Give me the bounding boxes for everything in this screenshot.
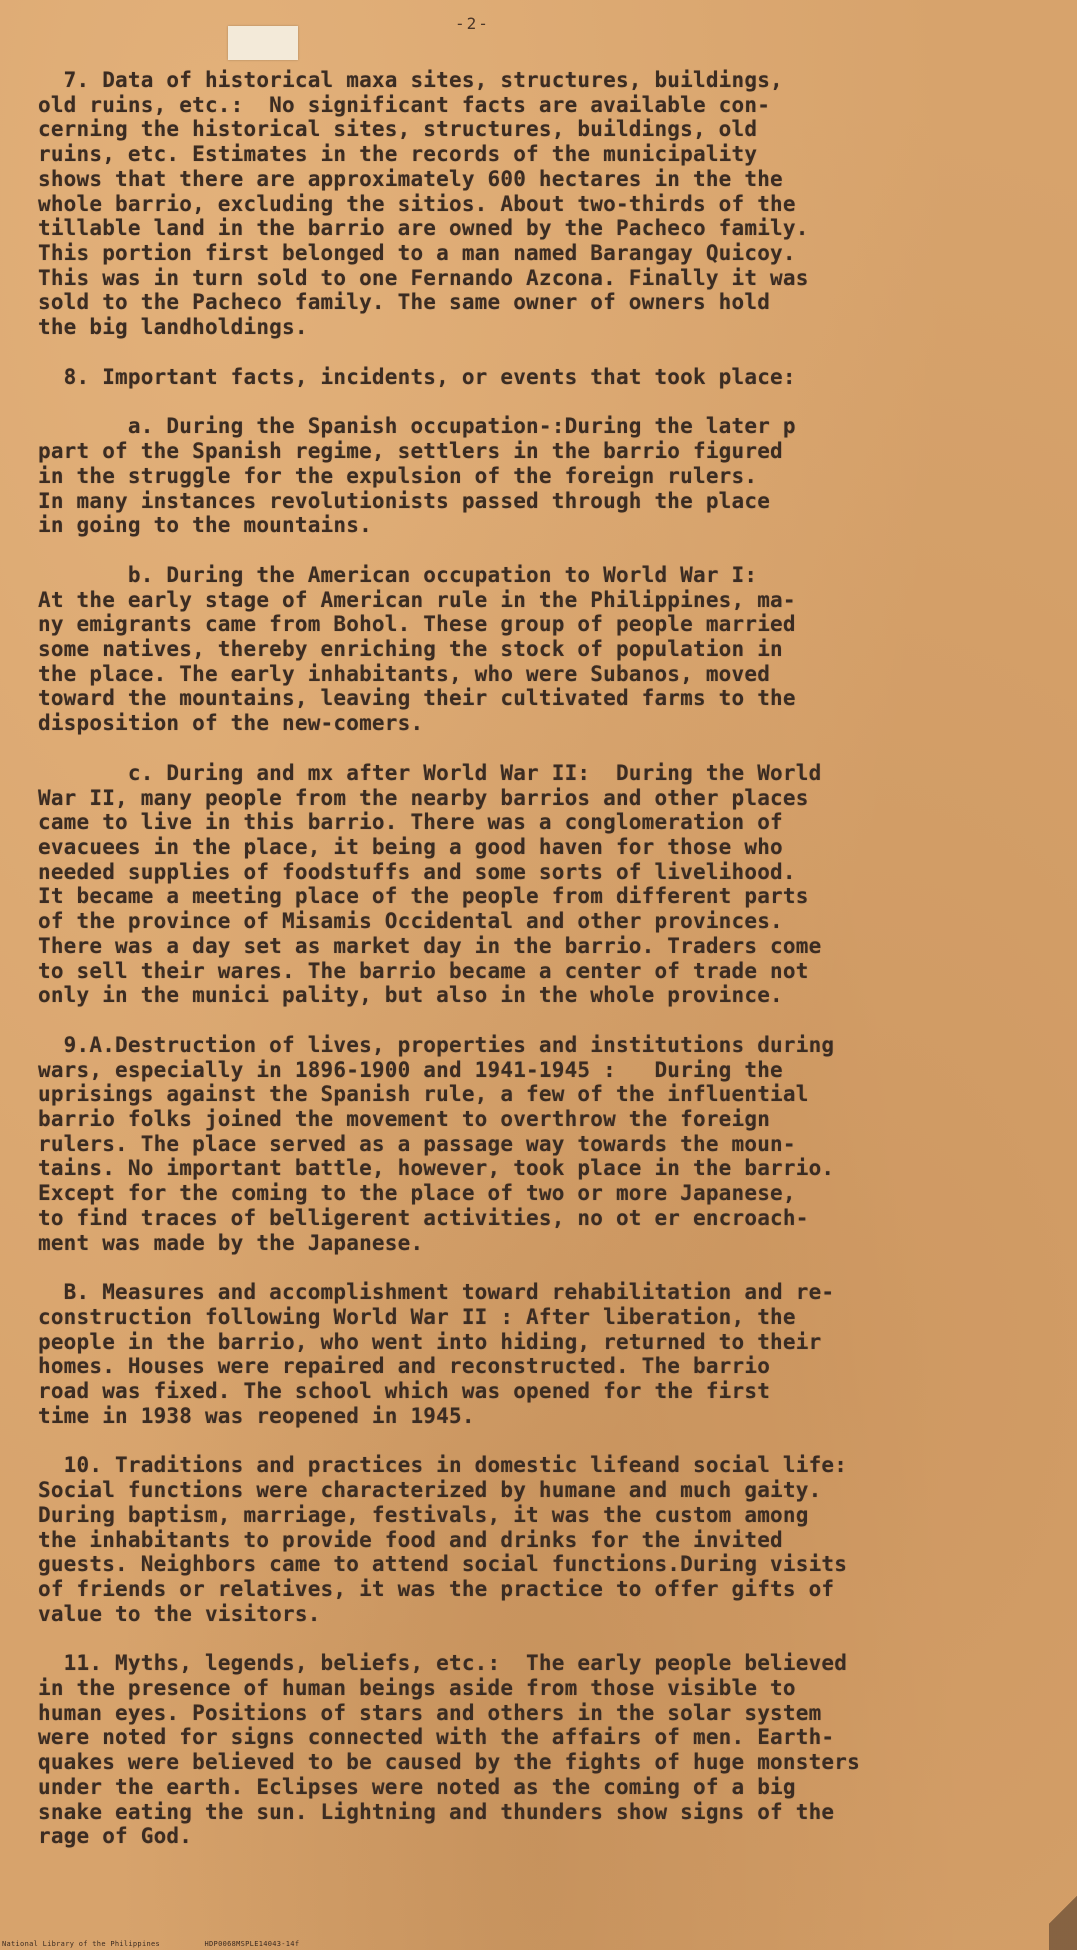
text-line: In many instances revolutionists passed through the place <box>38 488 771 513</box>
text-line: a. During the Spanish occupation-:During the later p <box>38 414 796 439</box>
text-line: 9.A.Destruction of lives, properties and institutions during <box>38 1032 835 1057</box>
text-line: quakes were believed to be caused by the fights of huge monsters <box>38 1750 860 1775</box>
text-line: This portion first belonged to a man named Barangay Quicoy. <box>38 240 796 265</box>
page-number: -2- <box>455 14 490 33</box>
text-line: value to the visitors. <box>38 1601 321 1626</box>
paragraph <box>38 68 1038 340</box>
text-line: During baptism, marriage, festivals, it was the custom among <box>38 1502 809 1527</box>
text-line: b. During the American occupation to World War I: <box>38 562 758 587</box>
text-line: the big landholdings. <box>38 315 308 340</box>
text-line: c. During and mx after World War II: During the World <box>38 760 822 785</box>
text-line: It became a meeting place of the people from different parts <box>38 884 809 909</box>
text-line: There was a day set as market day in the barrio. Traders come <box>38 933 822 958</box>
text-line: road was fixed. The school which was opened for the first <box>38 1379 771 1404</box>
text-line: homes. Houses were repaired and reconstructed. The barrio <box>38 1354 771 1379</box>
text-line: tillable land in the barrio are owned by the Pacheco family. <box>38 216 809 241</box>
paragraph <box>38 1280 1038 1428</box>
text-line: some natives, thereby enriching the stock of population in <box>38 637 783 662</box>
text-line: snake eating the sun. Lightning and thunders show signs of the <box>38 1799 835 1824</box>
typed-document-body <box>38 68 1038 1874</box>
text-line: whole barrio, excluding the sitios. About two-thirds of the <box>38 191 796 216</box>
text-line: were noted for signs connected with the affairs of men. Earth- <box>38 1725 835 1750</box>
text-line: guests. Neighbors came to attend social functions.During visits <box>38 1552 848 1577</box>
text-line: of the province of Misamis Occidental and other provinces. <box>38 909 783 934</box>
paragraph <box>38 1453 1038 1626</box>
text-line: rulers. The place served as a passage way towards the moun- <box>38 1131 796 1156</box>
text-line: rage of God. <box>38 1824 193 1849</box>
text-line: people in the barrio, who went into hiding, returned to their <box>38 1329 822 1354</box>
text-line: needed supplies of foodstuffs and some sorts of livelihood. <box>38 859 796 884</box>
text-line: the place. The early inhabitants, who were Subanos, moved <box>38 661 771 686</box>
text-line: Except for the coming to the place of two or more Japanese, <box>38 1181 796 1206</box>
text-line: B. Measures and accomplishment toward rehabilitation and re- <box>38 1280 835 1305</box>
text-line: construction following World War II : After liberation, the <box>38 1304 796 1329</box>
footer-doc-id: HDP0068MSPLE14043-14f <box>204 1940 300 1948</box>
text-line: disposition of the new-comers. <box>38 711 424 736</box>
footer-library: National Library of the Philippines <box>2 1940 161 1948</box>
text-line: At the early stage of American rule in the Philippines, ma- <box>38 587 796 612</box>
text-line: sold to the Pacheco family. The same owner of owners hold <box>38 290 771 315</box>
text-line: part of the Spanish regime, settlers in the barrio figured <box>38 439 783 464</box>
text-line: in the struggle for the expulsion of the foreign rulers. <box>38 463 758 488</box>
text-line: This was in turn sold to one Fernando Azcona. Finally it was <box>38 265 809 290</box>
text-line: under the earth. Eclipses were noted as the coming of a big <box>38 1774 796 1799</box>
text-line: in going to the mountains. <box>38 513 372 538</box>
text-line: cerning the historical sites, structures, buildings, old <box>38 117 758 142</box>
text-line: evacuees in the place, it being a good haven for those who <box>38 834 783 859</box>
text-line: human eyes. Positions of stars and others in the solar system <box>38 1700 822 1725</box>
text-line: tains. No important battle, however, took place in the barrio. <box>38 1156 835 1181</box>
text-line: the inhabitants to provide food and drinks for the invited <box>38 1527 783 1552</box>
text-line: 7. Data of historical maxa sites, structures, buildings, <box>38 68 783 92</box>
text-line: old ruins, etc.: No significant facts are available con- <box>38 92 771 117</box>
paragraph <box>38 1651 1038 1849</box>
text-line: came to live in this barrio. There was a conglomeration of <box>38 810 783 835</box>
text-line: only in the munici pality, but also in the whole province. <box>38 983 783 1008</box>
text-line: of friends or relatives, it was the practice to offer gifts of <box>38 1576 835 1601</box>
text-line: ment was made by the Japanese. <box>38 1230 424 1255</box>
text-line: War II, many people from the nearby barrios and other places <box>38 785 809 810</box>
text-line: 8. Important facts, incidents, or events that took place: <box>38 364 796 389</box>
text-line: ruins, etc. Estimates in the records of the municipality <box>38 142 758 167</box>
paper-fold-corner <box>1049 1870 1077 1950</box>
paragraph <box>38 563 1038 736</box>
text-line: to sell their wares. The barrio became a center of trade not <box>38 958 809 983</box>
text-line: 10. Traditions and practices in domestic lifeand social life: <box>38 1453 848 1478</box>
paragraph <box>38 365 1038 390</box>
text-line: in the presence of human beings aside from those visible to <box>38 1676 796 1701</box>
text-line: uprisings against the Spanish rule, a few of the influential <box>38 1082 809 1107</box>
text-line: shows that there are approximately 600 hectares in the the <box>38 166 783 191</box>
text-line: Social functions were characterized by humane and much gaity. <box>38 1478 822 1503</box>
paragraph <box>38 1033 1038 1255</box>
text-line: time in 1938 was reopened in 1945. <box>38 1403 475 1428</box>
footer <box>2 1940 339 1948</box>
text-line: ny emigrants came from Bohol. These group of people married <box>38 612 796 637</box>
text-line: to find traces of belligerent activities, no ot er encroach- <box>38 1205 809 1230</box>
text-line: barrio folks joined the movement to overthrow the foreign <box>38 1107 771 1132</box>
text-line: 11. Myths, legends, beliefs, etc.: The early people believed <box>38 1651 848 1676</box>
paragraph <box>38 761 1038 1008</box>
text-line: wars, especially in 1896-1900 and 1941-1945 : During the <box>38 1057 783 1082</box>
text-line: toward the mountains, leaving their cultivated farms to the <box>38 686 796 711</box>
paragraph <box>38 414 1038 538</box>
tape-patch <box>228 26 298 60</box>
